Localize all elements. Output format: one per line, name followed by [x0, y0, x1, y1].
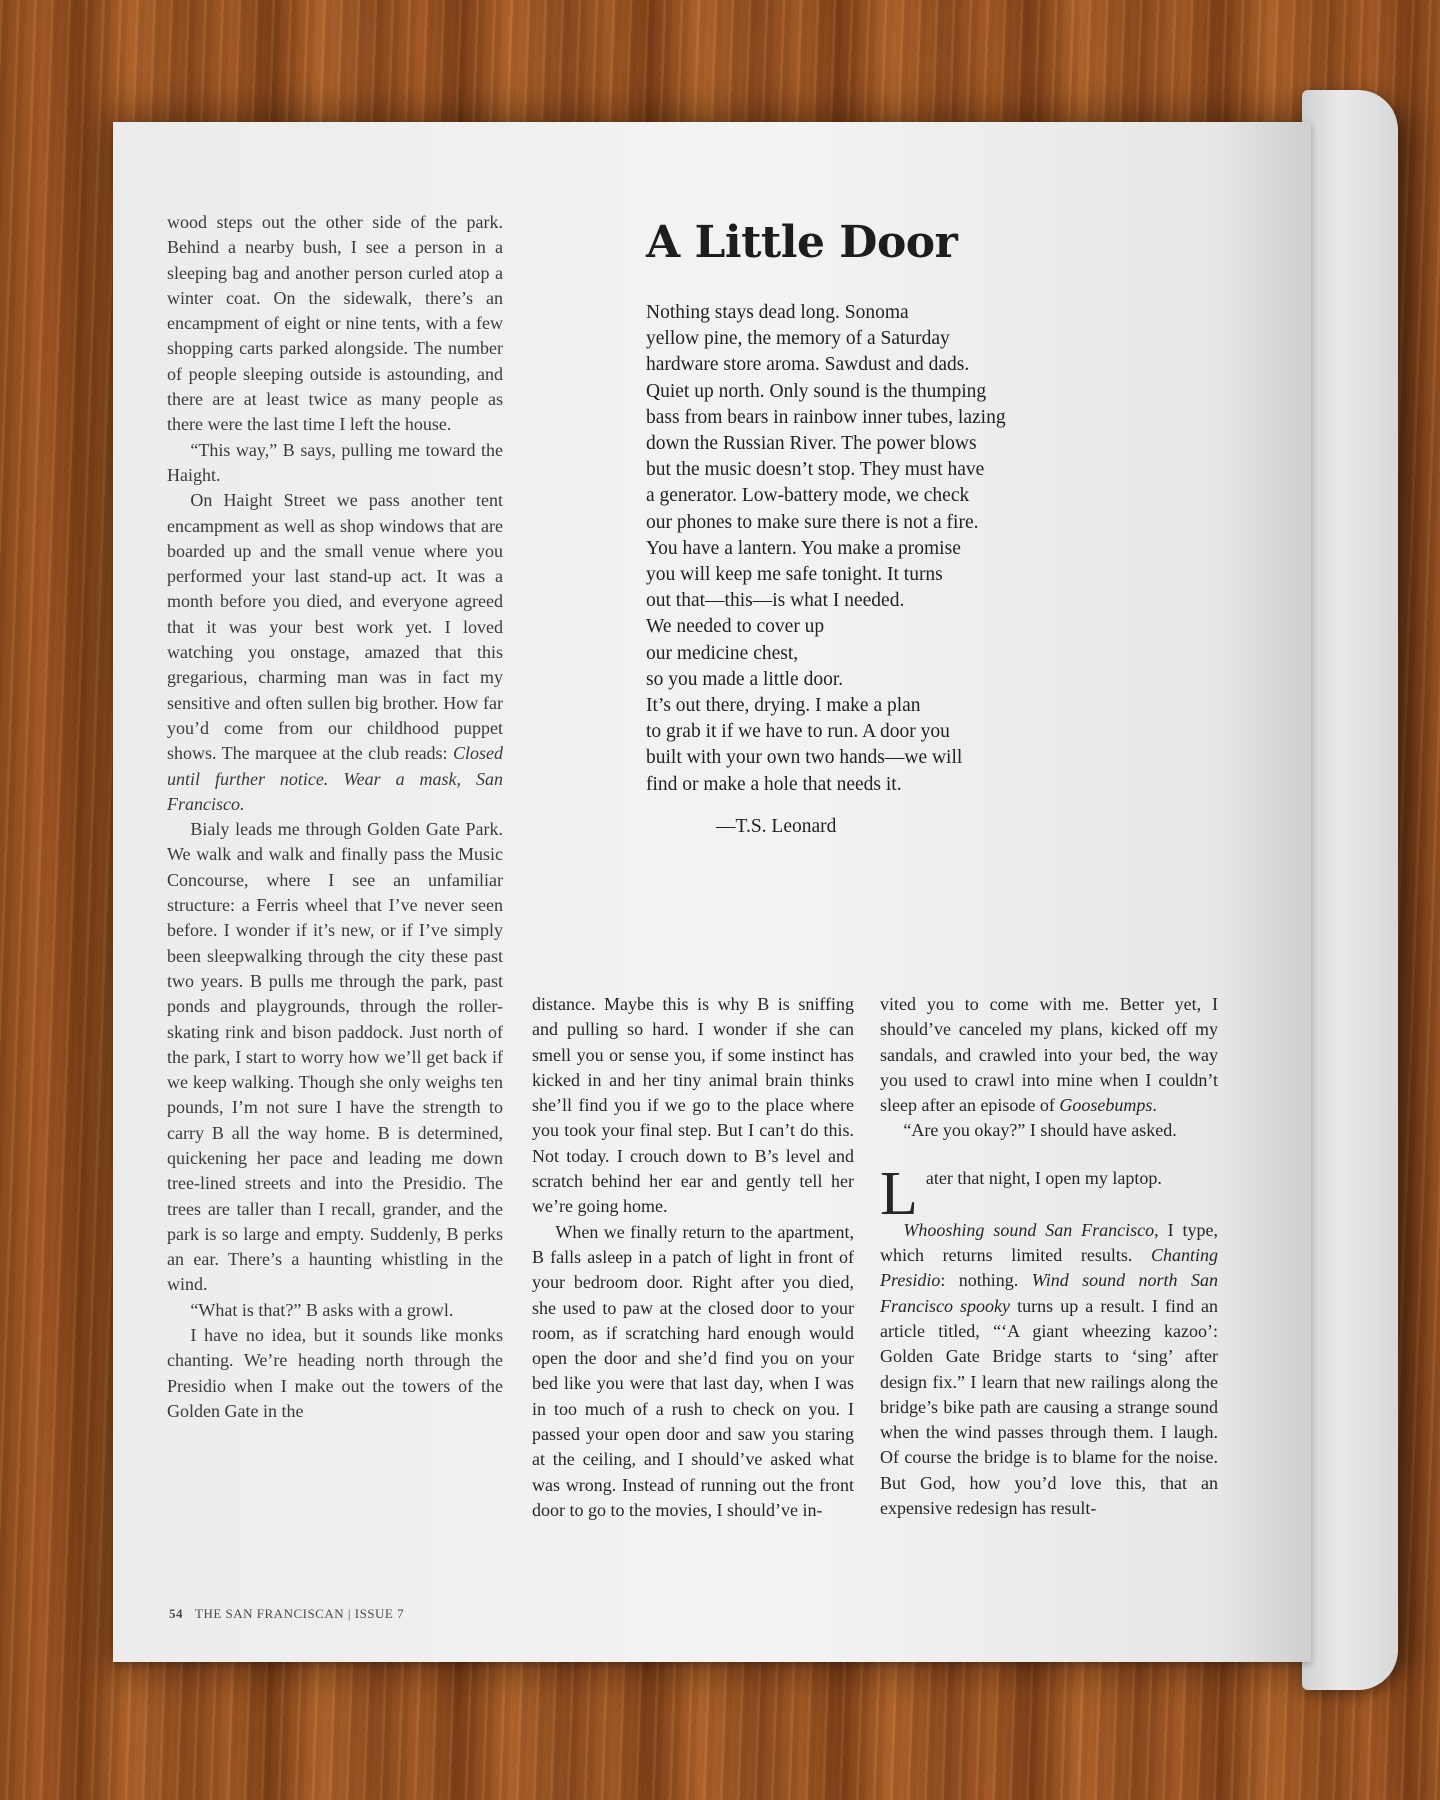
- right-paragraph-4: [880, 1218, 1218, 1522]
- section-break: [880, 1144, 1218, 1166]
- left-paragraph-3: [167, 488, 503, 817]
- poem-line: hardware store aroma. Sawdust and dads.: [646, 354, 970, 376]
- left-paragraph-1: wood steps out the other side of the park. Behind a nearby bush, I see a person in a sleeping bag and another person curled atop a winter coat. On the sidewalk, there’s an encampment of eight or nine tents, with a few shopping carts parked alongside. The number of people sleeping outside is astounding, and there are at least twice as many people as there were the last time I left the house.: [167, 212, 503, 435]
- poem-line: so you made a little door.: [646, 668, 844, 690]
- poem-line: Quiet up north. Only sound is the thumping: [646, 380, 987, 402]
- poem-line: our medicine chest,: [646, 642, 799, 664]
- left-text-column: [167, 210, 503, 1424]
- poem-line: you will keep me safe tonight. It turns: [646, 564, 943, 586]
- right-paragraph-4-text-3: turns up a result. I find an article titled, “‘A giant wheezing kazoo’: Golden Gate Bridge starts to ‘sing’ after design fix.” I learn that new railings along the bridge’s bike path are causing a strange sound when the wind passes through them. I laugh. Of course the bridge is to blame for the noise. But God, how you’d love this, that an expensive redesign has result-: [880, 1295, 1218, 1519]
- right-paragraph-1: [880, 992, 1218, 1118]
- middle-paragraph-2: When we finally return to the apartment, B falls asleep in a patch of light in front of your bedroom door. Right after you died, she used to paw at the closed door to your room, as if scratching hard enough would open the door and she’d find you on your bed like you were that last day, when I was in too much of a rush to check on you. I passed your open door and saw you staring at the ceiling, and I should’ve asked what was wrong. Instead of running out the front door to go to the movies, I should’ve in-: [532, 1221, 854, 1520]
- poem-line: to grab it if we have to run. A door you: [646, 721, 950, 743]
- marquee-quote: Closed until further notice. Wear a mask, San Francisco.: [167, 743, 503, 814]
- right-paragraph-1-end: .: [1152, 1095, 1157, 1116]
- search-phrase-1: Whooshing sound San Francisco: [903, 1219, 1155, 1240]
- poem-line: We needed to cover up: [646, 616, 825, 638]
- left-paragraph-3-text: On Haight Street we pass another tent encampment as well as shop windows that are boarded up and the small venue where you performed your last stand-up act. It was a month before you died, and everyone agreed that it was your best work yet. I loved watching you onstage, amazed that this gregarious, charming man was in fact my sensitive and often sullen big brother. How far you’d come from our childhood puppet shows. The marquee at the club reads:: [167, 490, 503, 764]
- poem-line: find or make a hole that needs it.: [646, 773, 902, 795]
- right-paragraph-2: “Are you okay?” I should have asked.: [903, 1120, 1177, 1141]
- right-paragraph-1-text: vited you to come with me. Better yet, I should’ve canceled my plans, kicked off my sandals, and crawled into your bed, the way you used to crawl into mine when I couldn’t sleep after an episode of: [880, 994, 1218, 1116]
- right-paragraph-3: [880, 1159, 1218, 1228]
- poem-line: down the Russian River. The power blows: [646, 433, 977, 455]
- poem-line: a generator. Low-battery mode, we check: [646, 485, 970, 507]
- page-footer: [169, 1606, 404, 1622]
- poem-line: You have a lantern. You make a promise: [646, 537, 961, 559]
- poem-line: yellow pine, the memory of a Saturday: [646, 328, 950, 350]
- poem-author: —T.S. Leonard: [716, 815, 837, 837]
- poem-line: bass from bears in rainbow inner tubes, lazing: [646, 406, 1006, 428]
- magazine-page: [113, 122, 1311, 1662]
- right-paragraph-3-text: ater that night, I open my laptop.: [925, 1167, 1162, 1188]
- right-text-column: [880, 992, 1218, 1521]
- drop-cap: L: [880, 1159, 918, 1228]
- poem-lines: [646, 300, 1076, 798]
- middle-paragraph-1: distance. Maybe this is why B is sniffing and pulling so hard. I wonder if she can smell you or sense you, if some instinct has kicked in and her tiny animal brain thinks she’ll find you if we go to the place where you took your final step. But I can’t do this. Not today. I crouch down to B’s level and scratch behind her ear and gently tell her we’re going home.: [532, 994, 854, 1217]
- poem-title: A Little Door: [646, 217, 958, 268]
- poem-block: [646, 217, 1076, 838]
- poem-line: but the music doesn’t stop. They must have: [646, 459, 985, 481]
- right-paragraph-4-text-2: : nothing.: [940, 1270, 1032, 1291]
- middle-text-column: [532, 992, 854, 1523]
- search-phrase-2: Chanting Presidio: [880, 1245, 1218, 1291]
- poem-line: our phones to make sure there is not a fire.: [646, 511, 979, 533]
- left-paragraph-5: “What is that?” B asks with a growl.: [190, 1299, 454, 1320]
- right-paragraph-4-text-1: , I type, which returns limited results.: [880, 1219, 1218, 1266]
- poem-line: out that—this—is what I needed.: [646, 590, 905, 612]
- publication-name: THE SAN FRANCISCAN | ISSUE 7: [195, 1606, 405, 1621]
- left-paragraph-6: I have no idea, but it sounds like monks chanting. We’re heading north through the Presidio when I make out the towers of the Golden Gate in the: [167, 1325, 503, 1421]
- search-phrase-3: Wind sound north San Francisco spooky: [880, 1270, 1218, 1316]
- show-title: Goosebumps: [1059, 1095, 1153, 1116]
- left-paragraph-2: “This way,” B says, pulling me toward the Haight.: [167, 439, 503, 485]
- poem-line: built with your own two hands—we will: [646, 747, 963, 769]
- poem-line: It’s out there, drying. I make a plan: [646, 695, 921, 717]
- page-number: 54: [169, 1606, 183, 1621]
- left-paragraph-4: Bialy leads me through Golden Gate Park. We walk and walk and finally pass the Music Concourse, where I see an unfamiliar structure: a Ferris wheel that I’ve never seen before. I wonder if it’s new, or if I’ve simply been sleepwalking through the city these past two years. B pulls me through the park, past ponds and playgrounds, through the roller-skating rink and bison paddock. Just north of the park, I start to worry how we’ll get back if we keep walking. Though she only weighs ten pounds, I’m not sure I have the strength to carry B all the way home. B is determined, quickening her pace and leading me down tree-lined streets and into the Presidio. The trees are taller than I recall, grander, and the park is so large and empty. Suddenly, B perks an ear. There’s a haunting whistling in the wind.: [167, 819, 503, 1295]
- next-page-edge: [1302, 90, 1398, 1690]
- poem-line: Nothing stays dead long. Sonoma: [646, 302, 909, 323]
